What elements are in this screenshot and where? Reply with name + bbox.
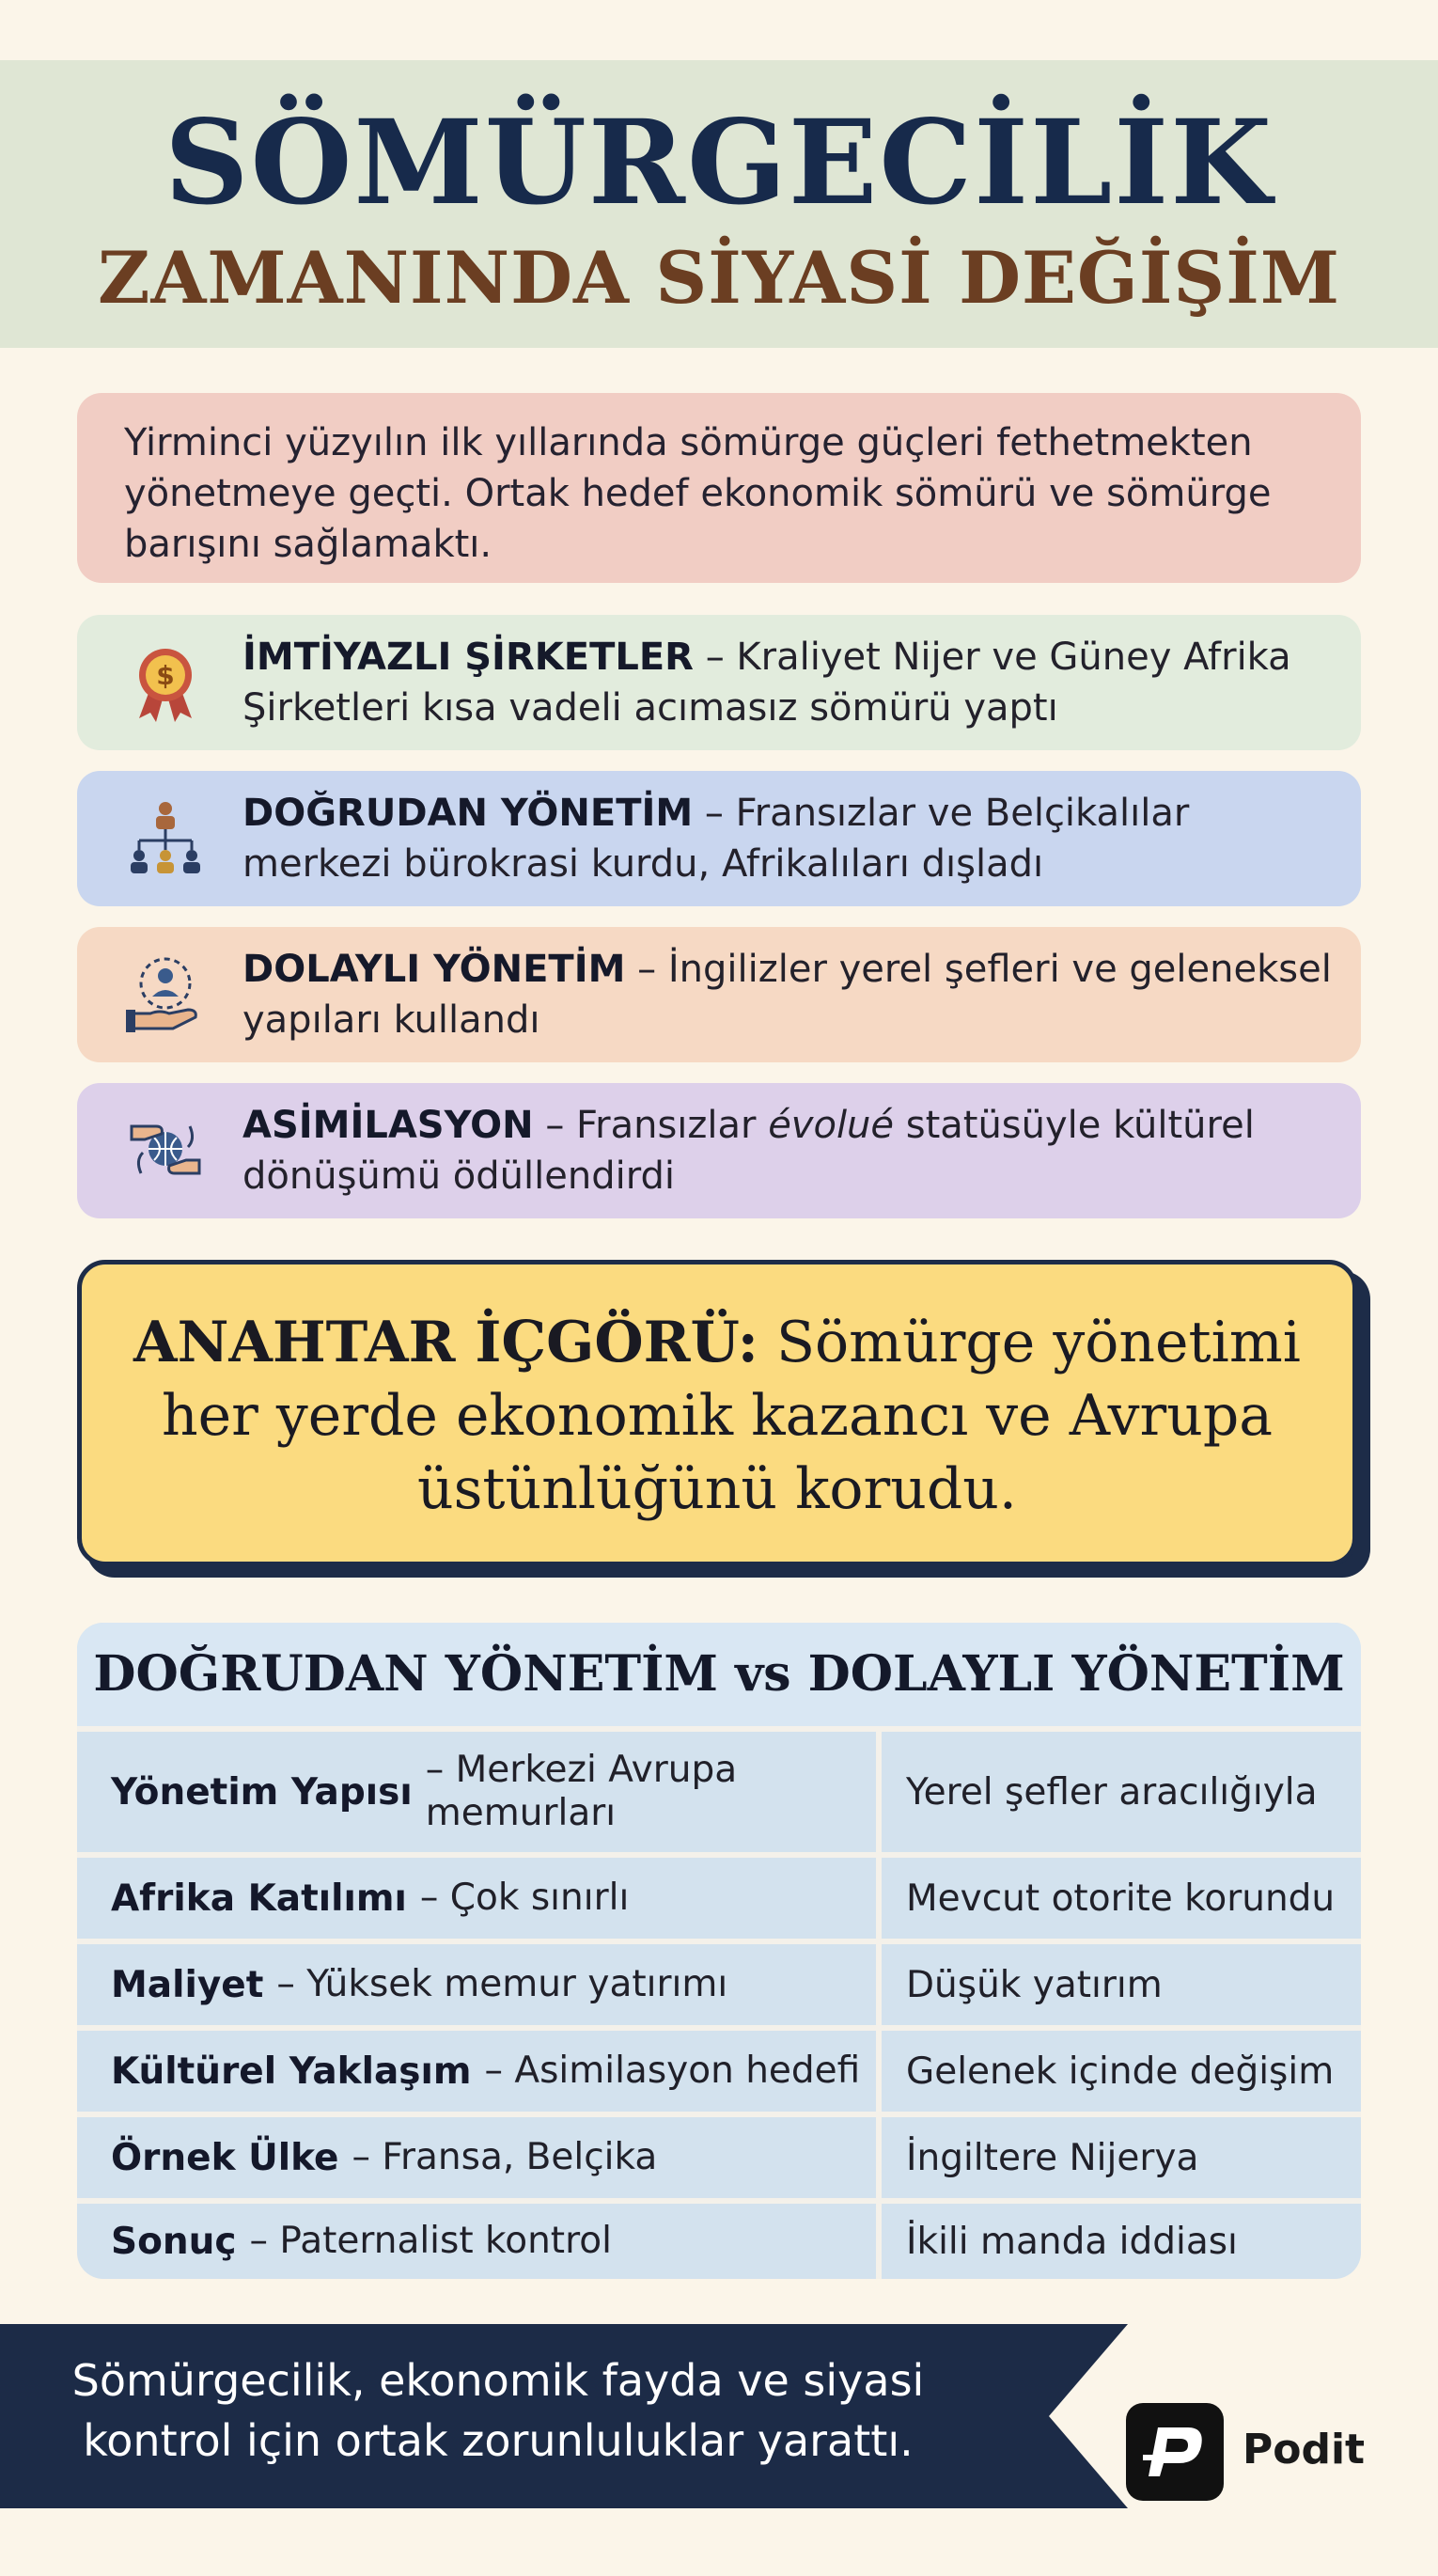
podit-logo-icon xyxy=(1126,2403,1224,2501)
footer-text: Sömürgecilik, ekonomik fayda ve siyasi kontrol için ortak zorunluluklar yarattı. xyxy=(71,2355,925,2466)
row-label: Kültürel Yaklaşım xyxy=(111,2050,472,2093)
table-cell-indirect xyxy=(899,2117,1350,2198)
brand-name: Podit xyxy=(1243,2426,1366,2474)
table-row xyxy=(77,2204,1361,2279)
table-cell-indirect xyxy=(899,1944,1350,2025)
table-cell-direct xyxy=(111,2117,929,2198)
item-text: statüsüyle kültürel dönüşümü ödüllendirdi xyxy=(242,1104,1255,1198)
item-title: DOĞRUDAN YÖNETİM xyxy=(242,792,694,835)
table-cell-direct xyxy=(111,2031,929,2112)
item-text: – Fransızlar ve Belçikalılar merkezi bürokrasi kurdu, Afrikalıları dışladı xyxy=(242,792,1190,886)
table-cell-indirect xyxy=(899,2204,1350,2279)
insight-label: ANAHTAR İÇGÖRÜ: xyxy=(133,1310,758,1375)
row-indirect: İngiltere Nijerya xyxy=(906,2136,1199,2179)
item-card-assimilation xyxy=(77,1083,1361,1218)
insight-text: Sömürge yönetimi her yerde ekonomik kazancı ve Avrupa üstünlüğünü korudu. xyxy=(161,1310,1301,1522)
hands-globe-icon xyxy=(122,1107,209,1194)
table-cell-direct xyxy=(111,2204,929,2279)
row-direct: – Çok sınırlı xyxy=(419,1877,630,1919)
intro-box xyxy=(77,393,1361,583)
table-cell-indirect xyxy=(899,1732,1350,1852)
row-direct: – Fransa, Belçika xyxy=(352,2136,658,2178)
row-indirect: Mevcut otorite korundu xyxy=(906,1877,1336,1920)
item-text: – İngilizler yerel şefleri ve geleneksel yapıları kullandı xyxy=(242,948,1332,1042)
item-card-direct-rule xyxy=(77,771,1361,906)
table-cell-indirect xyxy=(899,1858,1350,1939)
item-card-indirect-rule xyxy=(77,927,1361,1062)
row-direct: – Yüksek memur yatırımı xyxy=(276,1963,728,2005)
item-text-italic: évolué xyxy=(768,1104,895,1147)
table-cell-direct xyxy=(111,1944,929,2025)
item-title: DOLAYLI YÖNETİM xyxy=(242,948,626,991)
table-column-divider xyxy=(876,1726,882,2279)
row-direct: – Paternalist kontrol xyxy=(249,2220,612,2262)
table-cell-indirect xyxy=(899,2031,1350,2112)
hand-person-icon xyxy=(122,951,209,1038)
item-title: İMTİYAZLI ŞİRKETLER xyxy=(242,636,694,679)
award-ribbon-icon xyxy=(122,639,209,726)
table-row xyxy=(77,1944,1361,2025)
page-title: SÖMÜRGECİLİK xyxy=(164,95,1274,231)
row-indirect: İkili manda iddiası xyxy=(906,2220,1238,2263)
table-row xyxy=(77,1732,1361,1852)
item-title: ASİMİLASYON xyxy=(242,1104,534,1147)
header-banner xyxy=(0,60,1438,348)
row-label: Sonuç xyxy=(111,2220,237,2263)
item-card-concession-companies xyxy=(77,615,1361,750)
row-label: Yönetim Yapısı xyxy=(111,1770,413,1814)
item-text: – Fransızlar xyxy=(545,1104,769,1147)
table-row xyxy=(77,2031,1361,2112)
comparison-table xyxy=(77,1623,1361,2279)
table-cell-direct xyxy=(111,1732,929,1852)
row-indirect: Yerel şefler aracılığıyla xyxy=(906,1770,1318,1814)
key-insight-box xyxy=(77,1260,1357,1566)
row-indirect: Düşük yatırım xyxy=(906,1963,1163,2006)
row-label: Afrika Katılımı xyxy=(111,1877,407,1920)
table-row xyxy=(77,1858,1361,1939)
row-direct: – Asimilasyon hedefi xyxy=(484,2050,861,2092)
item-text: – Kraliyet Nijer ve Güney Afrika Şirketleri kısa vadeli acımasız sömürü yaptı xyxy=(242,636,1291,730)
row-label: Maliyet xyxy=(111,1963,264,2006)
hierarchy-icon xyxy=(122,795,209,882)
intro-text: Yirminci yüzyılın ilk yıllarında sömürge güçleri fethetmekten yönetmeye geçti. Ortak hedef ekonomik sömürü ve sömürge barışını sağlamaktı. xyxy=(124,421,1272,566)
page-subtitle: ZAMANINDA SİYASİ DEĞİŞİM xyxy=(98,236,1340,320)
row-label: Örnek Ülke xyxy=(111,2136,339,2179)
table-cell-direct xyxy=(111,1858,929,1939)
table-row xyxy=(77,2117,1361,2198)
row-direct: – Merkezi Avrupa memurları xyxy=(425,1749,738,1834)
svg-text:$: $ xyxy=(156,660,175,691)
row-indirect: Gelenek içinde değişim xyxy=(906,2050,1335,2093)
table-title: DOĞRUDAN YÖNETİM vs DOLAYLI YÖNETİM xyxy=(77,1623,1361,1726)
